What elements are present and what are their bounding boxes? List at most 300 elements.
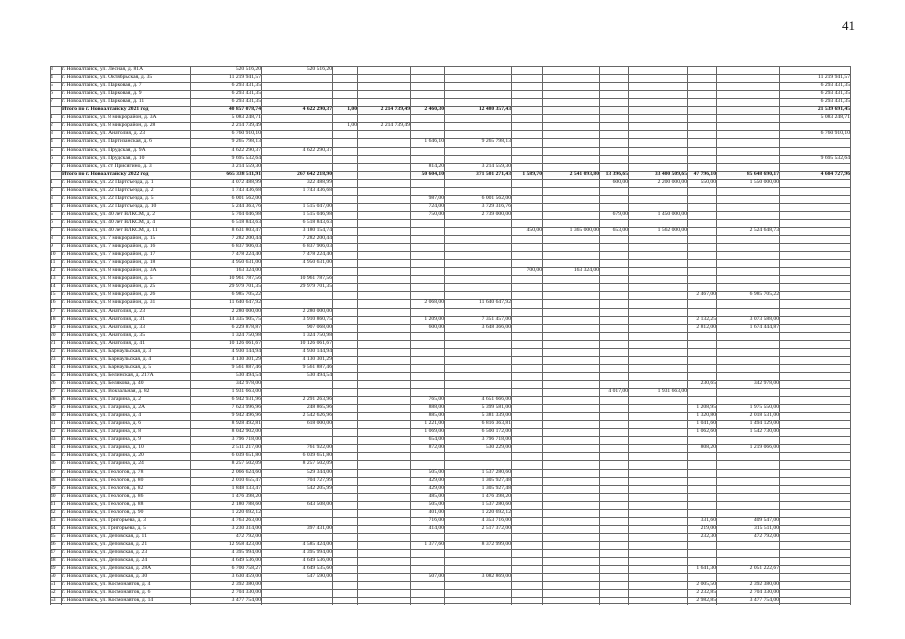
- cell-addr: г. Новоалтайск, ул. Вокзальная, д. 82: [62, 388, 150, 394]
- cell-no: 3: [50, 194, 53, 201]
- cell-c1: 1 848 133,47: [231, 484, 261, 491]
- table-row: [50, 267, 850, 274]
- cell-c11: 1 062,60: [696, 428, 716, 435]
- cell-addr: г. Новоалтайск, ул. 8 микрорайон, д. 5: [62, 275, 153, 282]
- cell-c5: 50 604,10: [421, 170, 444, 177]
- cell-no: 31: [50, 420, 56, 427]
- cell-c1: 342 978,00: [235, 379, 261, 386]
- cell-c1: 40 857 078,74: [228, 106, 261, 113]
- cell-c6: 1 476 398,20: [481, 492, 511, 499]
- table-row: [50, 485, 850, 492]
- grid-line: [357, 66, 358, 605]
- cell-c1: 2 392 380,00: [231, 581, 261, 588]
- cell-c5: 765,00: [428, 396, 444, 403]
- cell-c6: 11 640 647,92: [479, 299, 511, 306]
- table-row: [50, 412, 850, 419]
- cell-c5: 885,00: [428, 412, 444, 419]
- cell-c5: 2 068,00: [424, 299, 444, 306]
- table-row: [50, 308, 850, 315]
- cell-c2: 761 922,00: [306, 444, 332, 451]
- table-row: [50, 283, 850, 290]
- cell-c2: 4 649 536,00: [302, 557, 332, 564]
- table-row: [50, 460, 850, 467]
- cell-c11b: 6 985 705,22: [749, 291, 779, 298]
- cell-c5: 987,00: [428, 194, 444, 201]
- cell-no: 5: [50, 210, 53, 217]
- cell-no: 40: [50, 492, 56, 499]
- cell-addr: г. Новоалтайск, ул. Космонавтов, д. 14: [62, 597, 154, 604]
- cell-c5: 505,00: [428, 500, 444, 507]
- table-row: [50, 517, 850, 524]
- cell-c2: 397 431,00: [306, 524, 332, 531]
- cell-addr: г. Новоалтайск, ул. Барнаульская, д. 5: [62, 363, 152, 370]
- cell-no: 49: [50, 565, 56, 572]
- table-row: [50, 364, 850, 371]
- table-row: [50, 452, 850, 459]
- page-number: 41: [842, 18, 855, 33]
- cell-addr: г. Новоалтайск, ул. 40 лет ВЛКСМ, д. 4: [62, 218, 156, 225]
- cell-c8: 2 541 093,80: [569, 170, 599, 177]
- cell-c11: 1 208,95: [696, 404, 716, 411]
- table-row: [50, 114, 850, 121]
- cell-no: 47: [50, 549, 56, 555]
- table-row: [50, 251, 850, 258]
- table-row: [50, 404, 850, 411]
- cell-c2: 6 518 843,63: [302, 218, 332, 225]
- cell-c1: 5 704 046,98: [231, 210, 261, 217]
- table-row: [50, 332, 850, 339]
- cell-addr: г. Новоалтайск, ул. Деповская, д. 24: [62, 557, 148, 564]
- table-row: [50, 163, 850, 170]
- cell-no: 12: [50, 267, 56, 274]
- cell-c1: 6 001 562,00: [231, 194, 261, 201]
- cell-c5: 1 646,10: [424, 138, 444, 145]
- table-row: [50, 356, 850, 363]
- grid-line: [716, 66, 717, 605]
- cell-c1: 2 214 739,49: [231, 122, 261, 129]
- cell-no: 18: [50, 315, 56, 322]
- cell-no: 41: [50, 500, 56, 507]
- cell-c12: 6 293 431,35: [820, 90, 850, 97]
- table-row: [50, 74, 850, 81]
- total-row: [50, 106, 850, 113]
- table-row: [50, 380, 850, 387]
- cell-no: 25: [50, 371, 56, 378]
- cell-c1: 1 743 436,68: [231, 186, 261, 193]
- grid-line: [332, 66, 333, 605]
- cell-addr: г. Новоалтайск, ул. 8 микрорайон, д. 3А: [62, 114, 157, 121]
- cell-no: 26: [50, 379, 56, 386]
- cell-addr: г. Новоалтайск, ул. 8 микрорайон, д. 3А: [62, 267, 157, 274]
- cell-c2: 267 642 218,90: [297, 170, 332, 177]
- cell-no: 30: [50, 412, 56, 419]
- cell-addr: г. Новоалтайск, ул. Гагарина, д. 20: [62, 452, 144, 459]
- cell-c2: 2 542 626,96: [302, 412, 332, 419]
- cell-c6: 3 082 869,00: [481, 573, 511, 580]
- cell-c2: 248 865,96: [306, 404, 332, 411]
- cell-no: 29: [50, 404, 56, 411]
- cell-c9: 13 396,65: [605, 170, 628, 177]
- table-row: [50, 533, 850, 540]
- table-row: [50, 549, 850, 556]
- cell-no: 4: [50, 138, 53, 145]
- cell-c10: 1 562 000,00: [657, 227, 687, 233]
- cell-c1: 5 083 248,71: [231, 114, 261, 121]
- grid-line: [261, 66, 262, 605]
- cell-c6: 3 214 559,30: [481, 162, 511, 169]
- cell-no: 7: [50, 98, 53, 105]
- cell-no: 8: [50, 235, 53, 242]
- cell-no: 24: [50, 363, 56, 370]
- cell-c12: 5 083 248,71: [820, 114, 850, 121]
- cell-c2: 4 130 301,29: [302, 355, 332, 362]
- table-row: [50, 324, 850, 331]
- cell-addr: г. Новоалтайск, ул. Геологов, д. 80: [62, 476, 144, 483]
- cell-c6: 3 729 316,76: [481, 202, 511, 209]
- cell-addr: г. Новоалтайск, ул. Геологов, д. 88: [62, 500, 144, 507]
- cell-addr: г. Новоалтайск, ул. 8 микрорайон, д. 28: [62, 122, 156, 129]
- cell-addr: г. Новоалтайск, ул. 40 лет ВЛКСМ, д. 2: [62, 210, 156, 217]
- cell-no: 4: [50, 74, 53, 81]
- cell-c2: 10 961 787,56: [299, 275, 332, 282]
- cell-c1: 2 010 655,47: [231, 476, 261, 483]
- cell-c2: 8 257 502,09: [302, 460, 332, 467]
- cell-addr: г. Новоалтайск, ул. 22 Партсъезда, д. 1: [62, 178, 154, 185]
- cell-c6: 2 517 372,00: [481, 524, 511, 531]
- cell-c12: 9 695 532,64: [820, 154, 850, 161]
- table-row: [50, 348, 850, 355]
- cell-addr: г. Новоалтайск, ул. Деповская, д. 21: [62, 540, 148, 547]
- grid-line: [850, 66, 851, 605]
- cell-c6: 530 229,00: [485, 444, 511, 451]
- grid-line: [50, 66, 51, 605]
- cell-c3: 1,00: [347, 106, 357, 113]
- table-row: [50, 420, 850, 427]
- cell-c11: 219,00: [700, 524, 716, 531]
- cell-c2: 3 180 154,74: [302, 227, 332, 233]
- table-row: [50, 316, 850, 323]
- cell-no: 37: [50, 468, 56, 475]
- table-row: [50, 291, 850, 298]
- cell-c11: 47 796,10: [693, 170, 716, 177]
- cell-c2: 4 649 535,60: [302, 565, 332, 572]
- cell-c1: 6 518 843,63: [231, 218, 261, 225]
- grid-line: [599, 66, 600, 605]
- cell-addr: г. Новоалтайск, ул. Гагарина, д. 6: [62, 420, 142, 427]
- cell-c11: 808,20: [700, 444, 716, 451]
- cell-addr: г. Новоалтайск, ул. 8 микрорайон, д. 25: [62, 283, 156, 290]
- cell-addr: г. Новоалтайск, ул. Октябрьская, д. 35: [62, 74, 153, 81]
- cell-c6: 6 500 172,00: [481, 428, 511, 435]
- cell-c1: 6 837 906,03: [231, 243, 261, 250]
- cell-c1: 4 930 144,94: [231, 347, 261, 354]
- cell-c6: 3 796 718,00: [481, 436, 511, 443]
- cell-addr: г. Новоалтайск, ул. Деповская, д. 28А: [62, 565, 152, 572]
- cell-c11b: 2 392 380,00: [749, 581, 779, 588]
- table-row: [50, 372, 850, 379]
- cell-c2: 4 622 290,37: [302, 106, 332, 113]
- table-row: [50, 155, 850, 162]
- cell-c1: 2 180 788,60: [231, 500, 261, 507]
- cell-no: 1: [50, 114, 53, 121]
- cell-c11: 232,30: [700, 532, 716, 539]
- cell-c6: 5 381 339,00: [481, 412, 511, 419]
- cell-c1: 11 219 941,57: [229, 74, 261, 81]
- cell-addr: г. Новоалтайск, ул. 22 Партсъезда, д. 2: [62, 186, 154, 193]
- cell-no: 17: [50, 307, 56, 314]
- cell-no: 33: [50, 436, 56, 443]
- cell-c5: 401,00: [428, 508, 444, 515]
- cell-c1: 9 942 496,96: [231, 412, 261, 419]
- cell-no: 6: [50, 218, 53, 225]
- cell-no: 27: [50, 388, 56, 394]
- cell-c6: 12 480 357,43: [478, 106, 511, 113]
- cell-no: 19: [50, 323, 56, 330]
- cell-addr: г. Новоалтайск, ул. Деповская, д. 23: [62, 549, 148, 555]
- cell-addr: г. Новоалтайск, ул. Гагарина, д. 2А: [62, 404, 146, 411]
- cell-c2: 3 910 860,75: [302, 315, 332, 322]
- cell-c1: 2 280 000,00: [231, 307, 261, 314]
- cell-no: 7: [50, 162, 53, 169]
- cell-c11b: 1 975 550,00: [749, 404, 779, 411]
- cell-c1: 2 066 624,60: [231, 468, 261, 475]
- cell-c2: 547 590,00: [306, 573, 332, 580]
- cell-c10: 2 200 000,00: [657, 178, 687, 185]
- table-row: [50, 90, 850, 97]
- cell-c1: 472 792,00: [235, 532, 261, 539]
- budget-table: [50, 66, 850, 633]
- cell-no: 36: [50, 460, 56, 467]
- cell-c5: 1 221,00: [424, 420, 444, 427]
- cell-c1: 8 928 492,81: [231, 420, 261, 427]
- cell-c1: 8 257 502,09: [231, 460, 261, 467]
- cell-no: 28: [50, 396, 56, 403]
- cell-no: 46: [50, 540, 56, 547]
- table-row: [50, 130, 850, 137]
- cell-c1: 2 704 330,00: [231, 589, 261, 596]
- cell-no: 21: [50, 339, 56, 346]
- cell-c1: 6 942 931,96: [231, 396, 261, 403]
- cell-addr: г. Новоалтайск, ул. Гагарина, д. 24: [62, 460, 144, 467]
- cell-c1: 10 126 061,67: [228, 339, 261, 346]
- cell-c6: 5 399 581,00: [481, 404, 511, 411]
- cell-c1: 7 282 200,44: [231, 235, 261, 242]
- cell-c6: 9 265 798,13: [481, 138, 511, 145]
- table-row: [50, 147, 850, 154]
- cell-addr: г. Новоалтайск, ул. Деповская, д. 30: [62, 573, 148, 580]
- grid-line: [190, 66, 191, 605]
- cell-c11: 2 812,00: [696, 323, 716, 330]
- table-row: [50, 138, 850, 145]
- cell-c1: 520 516,20: [235, 66, 261, 72]
- cell-no: 6: [50, 90, 53, 97]
- cell-c8: 1 365 000,00: [569, 227, 599, 233]
- cell-addr: г. Новоалтайск, ул. Анатолия, д. 23: [62, 307, 146, 314]
- cell-no: 52: [50, 589, 56, 596]
- table-row: [50, 388, 850, 395]
- cell-addr: Итого по г. Новоалтайску 2021 год: [62, 106, 149, 113]
- table-row: [50, 396, 850, 403]
- cell-no: 4: [50, 202, 53, 209]
- cell-c11b: 2 524 648,73: [749, 227, 779, 233]
- cell-c1: 12 958 423,00: [228, 540, 261, 547]
- cell-c5: 429,00: [428, 476, 444, 483]
- cell-addr: г. Новоалтайск, ул. Прудская, д. 10: [62, 154, 145, 161]
- cell-c2: 7 478 224,40: [302, 251, 332, 258]
- cell-addr: г. Новоалтайск, ул. Космонавтов, д. 4: [62, 581, 151, 588]
- table-row: [50, 509, 850, 516]
- cell-c2: 542 205,99: [306, 484, 332, 491]
- cell-c2: 1 515 046,98: [302, 210, 332, 217]
- cell-c2: 6 837 906,03: [302, 243, 332, 250]
- table-row: [50, 211, 850, 218]
- cell-addr: г. Новоалтайск, ул. Анатолия, д. 35: [62, 331, 146, 338]
- table-row: [50, 299, 850, 306]
- cell-c1: 530 494,54: [235, 371, 261, 378]
- table-row: [50, 589, 850, 596]
- cell-c9: 679,00: [612, 210, 628, 217]
- cell-c5: 414,00: [428, 524, 444, 531]
- table-row: [50, 203, 850, 210]
- cell-c1: 6 760 910,10: [231, 130, 261, 137]
- cell-c6: 6 816 363,81: [481, 420, 511, 427]
- table-row: [50, 219, 850, 226]
- cell-c2: 1 324 750,98: [302, 331, 332, 338]
- cell-c11: 2 982,85: [696, 597, 716, 604]
- cell-c9: 600,00: [612, 178, 628, 185]
- cell-c1: 1 324 750,98: [231, 331, 261, 338]
- cell-addr: г. Новоалтайск, ул. Геологов, д. 90: [62, 508, 144, 515]
- cell-no: 14: [50, 283, 56, 290]
- cell-addr: г. Новоалтайск, ул. Барнаульская, д. 3: [62, 347, 152, 354]
- cell-addr: г. Новоалтайск, ул. Геологов, д. 86: [62, 492, 144, 499]
- cell-addr: г. Новоалтайск, ул. Анатолия, д. 41: [62, 339, 146, 346]
- cell-no: 3: [50, 130, 53, 137]
- cell-c1: 11 640 647,92: [229, 299, 261, 306]
- cell-c1: 7 623 996,96: [231, 404, 261, 411]
- cell-c11: 2 232,85: [696, 589, 716, 596]
- grid-line: [687, 66, 688, 605]
- cell-c12: 6 293 431,35: [820, 98, 850, 105]
- cell-c2: 322 488,99: [306, 178, 332, 185]
- cell-c5: 600,00: [428, 323, 444, 330]
- cell-c11: 230,65: [700, 379, 716, 386]
- cell-c11: 2 132,25: [696, 315, 716, 322]
- cell-c6: 4 353 716,00: [481, 516, 511, 523]
- cell-c9: 653,00: [612, 227, 628, 233]
- cell-no: 51: [50, 581, 56, 588]
- cell-c1: 3 214 559,30: [231, 162, 261, 169]
- cell-c2: 29 979 701,35: [299, 283, 332, 290]
- table-row: [50, 565, 850, 572]
- cell-c6: 1 305 927,48: [481, 476, 511, 483]
- cell-c11b: 409 547,00: [753, 516, 779, 523]
- cell-addr: г. Новоалтайск, ул. 8 микрорайон, д. 26: [62, 291, 156, 298]
- grid-line: [628, 66, 629, 605]
- table-row: [50, 444, 850, 451]
- grid-line: [61, 66, 62, 605]
- grid-line: [444, 66, 445, 605]
- cell-c1: 3 477 754,00: [231, 597, 261, 604]
- cell-addr: г. Новоалтайск, ул. Белякова, д. 40: [62, 379, 144, 386]
- cell-c1: 9 561 887,46: [231, 363, 261, 370]
- cell-c11b: 342 978,00: [753, 379, 779, 386]
- cell-c11b: 2 704 330,00: [749, 589, 779, 596]
- cell-c11b: 1 219 066,00: [749, 444, 779, 451]
- cell-c1: 3 230 314,00: [231, 524, 261, 531]
- cell-c1: 1 220 692,12: [231, 508, 261, 515]
- cell-no: 34: [50, 444, 56, 451]
- table-row: [50, 243, 850, 250]
- table-row: [50, 66, 850, 73]
- cell-c5: 888,00: [428, 404, 444, 411]
- grid-line: [410, 66, 411, 605]
- table-row: [50, 275, 850, 282]
- cell-c1: 6 293 431,35: [231, 90, 261, 97]
- total-row: [50, 171, 850, 178]
- table-row: [50, 477, 850, 484]
- cell-c5: 1 377,60: [424, 540, 444, 547]
- table-row: [50, 227, 850, 234]
- cell-c11b: 3 073 588,00: [749, 315, 779, 322]
- cell-c6: 2 739 000,00: [481, 210, 511, 217]
- cell-addr: г. Новоалтайск, ул. 7 микрорайон, д. 18: [62, 259, 156, 266]
- cell-c11b: 1 542 730,00: [749, 428, 779, 435]
- cell-c11: 2 467,00: [696, 291, 716, 298]
- table-row: [50, 122, 850, 129]
- cell-c11b: 1 674 444,87: [749, 323, 779, 330]
- cell-c1: 14 335 905,75: [228, 315, 261, 322]
- cell-c1: 6 700 758,27: [231, 565, 261, 572]
- cell-no: 5: [50, 82, 53, 89]
- cell-no: 23: [50, 355, 56, 362]
- cell-c12: 6 760 910,10: [820, 130, 850, 137]
- cell-c4: 2 214 739,49: [380, 106, 410, 113]
- cell-no: 13: [50, 275, 56, 282]
- cell-c1: 1 476 398,20: [231, 492, 261, 499]
- cell-c11: 1 041,60: [696, 420, 716, 427]
- cell-no: 45: [50, 532, 56, 539]
- cell-c5: 872,00: [428, 444, 444, 451]
- cell-no: 50: [50, 573, 56, 580]
- cell-no: 10: [50, 251, 56, 258]
- cell-no: 39: [50, 484, 56, 491]
- cell-c6: 8 372 999,00: [481, 540, 511, 547]
- cell-c10: 1 931 663,00: [657, 388, 687, 394]
- cell-c8: 163 324,00: [573, 267, 599, 274]
- cell-c5: 505,00: [428, 468, 444, 475]
- cell-c6: 1 537 280,60: [481, 500, 511, 507]
- cell-no: 7: [50, 227, 53, 233]
- table-row: [50, 259, 850, 266]
- cell-c2: 618 000,00: [306, 420, 332, 427]
- grid-line: [511, 66, 512, 605]
- cell-c1: 4 622 290,37: [231, 146, 261, 153]
- cell-c12: 21 539 691,45: [817, 106, 850, 113]
- cell-addr: г. Новоалтайск, ул. 40 лет ВЛКСМ, д. 11: [62, 227, 158, 233]
- cell-c6: 3 648 366,00: [481, 323, 511, 330]
- table-row: [50, 581, 850, 588]
- cell-c6: 4 651 666,00: [481, 396, 511, 403]
- cell-c5: 724,00: [428, 202, 444, 209]
- cell-c11b: 1 494 129,00: [749, 420, 779, 427]
- cell-c1: 4 763 263,00: [231, 516, 261, 523]
- cell-addr: г. Новоалтайск, ул. Гагарина, д. 9: [62, 436, 142, 443]
- cell-c2: 10 126 061,67: [299, 339, 332, 346]
- cell-c10: 1 450 000,00: [657, 210, 687, 217]
- table-row: [50, 493, 850, 500]
- cell-c2: 6 039 651,80: [302, 452, 332, 459]
